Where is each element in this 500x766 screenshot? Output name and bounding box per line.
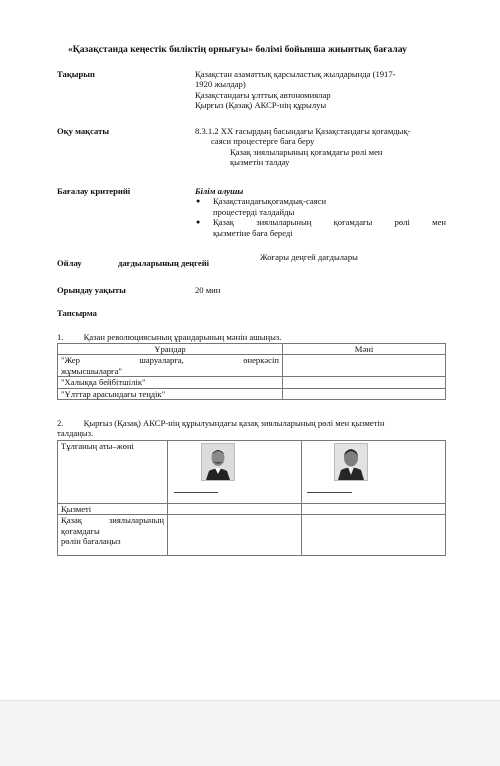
criteria-line: процестерді талдайды	[213, 206, 295, 217]
viewer-background	[0, 700, 500, 766]
role-cell[interactable]	[302, 515, 446, 556]
topic-line: Қазақстан азаматтық қарсыластық жылдарында (1917-	[195, 69, 396, 79]
slogan-word: шаруаларға,	[139, 355, 184, 366]
table-row	[58, 441, 446, 504]
intellectuals-table	[57, 440, 446, 556]
task1-number: 1.	[57, 332, 64, 342]
table-row	[58, 515, 446, 556]
person-cell[interactable]	[302, 441, 446, 504]
slogan-word: "Жер	[61, 355, 80, 366]
criteria-word: ● Қазақ	[213, 217, 234, 228]
portrait-person-icon	[202, 444, 234, 480]
role-line: рөлін бағалаңыз	[61, 536, 121, 547]
role-line: қоғамдағы	[61, 525, 100, 536]
table-row	[58, 355, 446, 377]
criteria-bullet	[195, 217, 446, 238]
criteria-bullet	[195, 196, 446, 217]
topic-line: Қазақстандағы ұлттық автономиялар	[195, 89, 331, 100]
time-label: Орындау уақыты	[57, 285, 126, 295]
signature-line	[174, 492, 218, 493]
role-word: зиялыларының	[108, 515, 164, 526]
table-header-row	[58, 344, 446, 355]
task2-text: Қырғыз (Қазақ) АКСР-нің құрылуындағы қазақ зиялыларының рөлі мен қызметін	[83, 418, 385, 428]
slogan-line: жұмысшыларға"	[61, 365, 122, 376]
topic-value	[195, 69, 435, 111]
criteria-word: зиялыларының	[256, 217, 312, 228]
meaning-cell[interactable]	[283, 388, 446, 399]
role-label-cell	[58, 515, 168, 556]
meaning-cell[interactable]	[283, 377, 446, 388]
table-row	[58, 504, 446, 515]
role-word: Қазақ	[61, 515, 82, 526]
task1-prompt	[57, 332, 281, 342]
function-cell[interactable]	[302, 504, 446, 515]
goal-value	[195, 126, 445, 168]
goal-line: саяси процестерге баға беру	[211, 136, 315, 147]
topic-line: Қырғыз (Қазақ) АКСР-нің құрылуы	[195, 100, 327, 111]
criteria-word: қоғамдық-саяси	[267, 196, 327, 207]
signature-line	[307, 492, 352, 493]
time-value: 20 мин	[195, 285, 221, 295]
slogans-table	[57, 343, 446, 400]
slogan-cell: "Ұлттар арасындағы теңдік"	[58, 388, 283, 399]
task-heading: Тапсырма	[57, 308, 97, 318]
skills-label-a: Ойлау	[57, 258, 82, 268]
goal-label: Оқу мақсаты	[57, 126, 110, 136]
criteria-word: рөлі	[394, 217, 410, 228]
goal-line: Қазақ зиялыларының қоғамдағы рөлі мен	[230, 146, 383, 157]
portrait-image	[201, 443, 235, 481]
criteria-word: қоғамдағы	[333, 217, 373, 228]
column-header: Мәні	[283, 344, 446, 355]
meaning-cell[interactable]	[283, 355, 446, 377]
function-label-cell: Қызметі	[58, 504, 168, 515]
portrait-person-icon	[335, 444, 367, 480]
goal-line: қызметін талдау	[230, 157, 290, 168]
column-header: Ұрандар	[58, 344, 283, 355]
criteria-line: қызметіне баға береді	[213, 227, 293, 238]
topic-line: 1920 жылдар)	[195, 79, 246, 90]
task1-text: Қазан революциясының ұрандарының мәнін ашыңыз.	[83, 332, 282, 342]
slogan-word: өнеркәсіп	[243, 355, 279, 366]
topic-label: Тақырып	[57, 69, 95, 79]
criteria-heading: Білім алушы	[195, 186, 244, 196]
skills-value: Жоғары деңгей дағдылары	[260, 252, 358, 262]
table-row	[58, 377, 446, 388]
criteria-word: мен	[432, 217, 446, 228]
name-label-cell: Тұлғаның аты–жөні	[58, 441, 168, 504]
role-cell[interactable]	[168, 515, 302, 556]
portrait-image	[334, 443, 368, 481]
goal-line: 8.3.1.2 ХХ ғасырдың басындағы Қазақстандағы қоғамдық-	[195, 126, 411, 136]
table-row	[58, 388, 446, 399]
criteria-label: Бағалау критерийі	[57, 186, 131, 196]
criteria-word: ● Қазақстандағы	[213, 196, 268, 207]
task2-number: 2.	[57, 418, 64, 428]
slogan-cell	[58, 355, 283, 377]
function-cell[interactable]	[168, 504, 302, 515]
slogan-cell: "Халыққа бейбітшілік"	[58, 377, 283, 388]
task2-prompt	[57, 418, 457, 439]
task2-text: талдаңыз.	[57, 428, 94, 439]
criteria-value	[195, 186, 446, 238]
document-title: «Қазақстанда кеңестік биліктің орнығуы» бөлімі бойынша жиынтық бағалау	[68, 44, 407, 55]
skills-label-b: дағдыларының деңгейі	[118, 258, 210, 268]
